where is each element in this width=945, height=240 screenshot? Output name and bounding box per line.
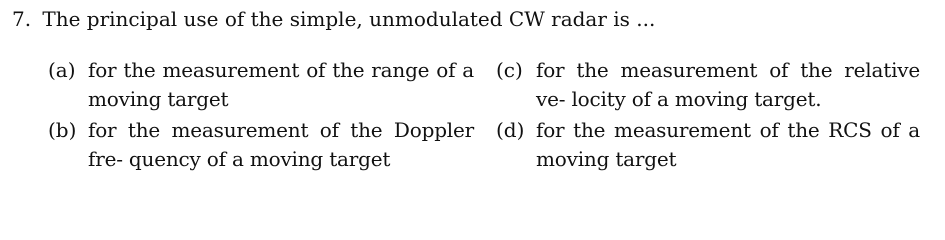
option-a-text: for the measurement of the range of a moving target: [88, 58, 474, 111]
question-number: 7.: [12, 7, 32, 31]
option-c-label: (c): [496, 58, 523, 82]
option-d-text: for the measurement of the RCS of a moving target: [536, 118, 920, 171]
question-stem: [12, 6, 655, 32]
option-b-label: (b): [48, 118, 77, 142]
answer-options: [48, 56, 928, 176]
question-text: The principal use of the simple, unmodulated CW radar is ...: [42, 7, 656, 31]
option-a-label: (a): [48, 58, 76, 82]
option-c-text: for the measurement of the relative ve- locity of a moving target.: [536, 58, 920, 111]
option-d-label: (d): [496, 118, 525, 142]
option-b-text: for the measurement of the Doppler fre- quency of a moving target: [88, 118, 474, 171]
